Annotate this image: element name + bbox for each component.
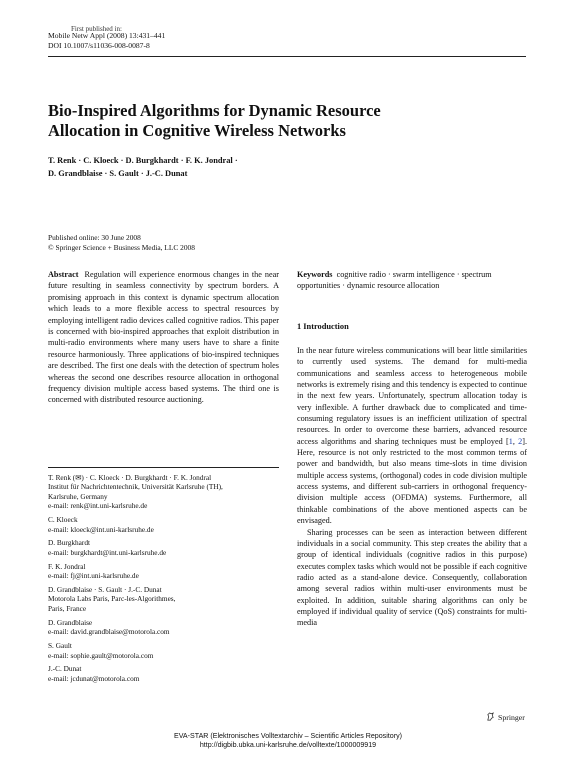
affiliation-email[interactable]: e-mail: david.grandblaise@motorola.com bbox=[48, 627, 170, 637]
abstract-label: Abstract bbox=[48, 270, 79, 279]
affiliation-entry bbox=[48, 538, 288, 557]
affiliation-email[interactable]: e-mail: burgkhardt@int.uni-karlsruhe.de bbox=[48, 547, 167, 557]
citation-link[interactable]: 2 bbox=[518, 436, 523, 446]
section-heading-introduction: 1 Introduction bbox=[297, 322, 349, 331]
keywords-label: Keywords bbox=[297, 270, 333, 279]
affiliation-line: Paris, France bbox=[48, 603, 87, 613]
abstract-text: Regulation will experience enormous changes in the near future resulting in seamless connectivity by spectrum borders. A promising approach in this context is dynamic spectrum allocation which leads to a more flexible access to spectral resources by employing intelligent radio devices called cognitive radios. This paper is concerned with bio-inspired approaches that exploit distribution in multi-radio environments where many users have to share a finite resource harmoniously. Three applications of bio-inspired techniques are described. The first one deals with the detection of spectrum holes whereas the second one describes resource allocation in orthogonal frequency division multiple access based systems. The third one is concerned with distributed resource auctioning. bbox=[48, 270, 279, 405]
abstract bbox=[48, 269, 279, 406]
affiliation-email[interactable]: e-mail: kloeck@int.uni-karlsruhe.de bbox=[48, 524, 154, 534]
affiliation-entry bbox=[48, 562, 288, 581]
paper-title bbox=[48, 101, 508, 141]
authors-line-2: D. Grandblaise · S. Gault · J.-C. Dunat bbox=[48, 168, 188, 178]
citation-link[interactable]: 1 bbox=[508, 436, 513, 446]
affiliation-line: J.-C. Dunat bbox=[48, 664, 82, 674]
affiliation-rule bbox=[48, 467, 279, 468]
repository-footer bbox=[0, 732, 576, 750]
affiliation-entry bbox=[48, 618, 288, 637]
springer-horse-icon bbox=[486, 712, 495, 723]
first-published-note: First published in: bbox=[71, 25, 122, 33]
published-online: Published online: 30 June 2008 bbox=[48, 233, 141, 242]
introduction-body bbox=[297, 345, 527, 629]
affiliation-line: T. Renk (✉) · C. Kloeck · D. Burgkhardt · F. K. Jondral bbox=[48, 473, 212, 482]
journal-citation: Mobile Netw Appl (2008) 13:431–441 bbox=[48, 31, 166, 40]
affiliation-line: D. Grandblaise · S. Gault · J.-C. Dunat bbox=[48, 585, 162, 595]
keywords bbox=[297, 269, 527, 292]
affiliation-email[interactable]: e-mail: sophie.gault@motorola.com bbox=[48, 650, 154, 660]
header-rule bbox=[48, 56, 526, 57]
footer-archive-name: EVA-STAR (Elektronisches Volltextarchiv – Scientific Articles Repository) bbox=[174, 732, 402, 740]
affiliation-line: D. Burgkhardt bbox=[48, 538, 91, 548]
publisher-name: Springer bbox=[498, 713, 525, 722]
affiliation-line: Institut für Nachrichtentechnik, Universität Karlsruhe (TH), bbox=[48, 482, 223, 492]
title-line-1: Bio-Inspired Algorithms for Dynamic Resource bbox=[48, 101, 381, 120]
intro-paragraph-1 bbox=[297, 345, 527, 527]
author-list bbox=[48, 155, 508, 180]
affiliation-entry bbox=[48, 641, 288, 660]
authors-line-1: T. Renk · C. Kloeck · D. Burgkhardt · F. K. Jondral · bbox=[48, 156, 238, 165]
affiliation-line: Motorola Labs Paris, Parc-les-Algorithmes, bbox=[48, 594, 176, 604]
citation-separator: , bbox=[512, 436, 519, 446]
affiliation-email[interactable]: e-mail: fj@int.uni-karlsruhe.de bbox=[48, 571, 139, 581]
intro-text: ]. Here, resource is not only restricted to the most common terms of power and bandwidth, but also means time-slots in time division multiple access systems, (orthogonal) codes in code division multiple access systems, and different sub-carriers in orthogonal frequency-division multiple access (OFDMA) systems. Furthermore, all thinkable combinations of the above mentioned aspects can be envisaged. bbox=[297, 436, 528, 526]
affiliation-email[interactable]: e-mail: jcdunat@motorola.com bbox=[48, 673, 140, 683]
keywords-text: cognitive radio · swarm intelligence · spectrum opportunities · dynamic resource allocation bbox=[297, 270, 492, 291]
affiliation-entry bbox=[48, 473, 288, 511]
affiliation-line: D. Grandblaise bbox=[48, 617, 93, 627]
affiliations bbox=[48, 473, 288, 688]
affiliation-entry bbox=[48, 515, 288, 534]
affiliation-line: S. Gault bbox=[48, 641, 72, 651]
affiliation-entry bbox=[48, 664, 288, 683]
affiliation-line: Karlsruhe, Germany bbox=[48, 491, 108, 501]
affiliation-line: C. Kloeck bbox=[48, 515, 78, 525]
affiliation-line: F. K. Jondral bbox=[48, 561, 86, 571]
title-line-2: Allocation in Cognitive Wireless Networks bbox=[48, 121, 346, 140]
affiliation-email[interactable]: e-mail: renk@int.uni-karlsruhe.de bbox=[48, 501, 148, 511]
springer-horse-svg bbox=[486, 712, 495, 721]
intro-text: In the near future wireless communications will bear little similarities to currently used systems. The demand for multi-media communications and seamless access to heterogeneous mobile networks is extremely rising and this tendency is expected to continue in the next few years. Unfortunately, spectrum allocation today is very inflexible. A further drawback due to complicated and time-consuming regulatory issues is an inefficient utilization of spectral resources. In order to overcome these barriers, advanced resource access algorithms and sharing techniques must be employed [ bbox=[297, 346, 527, 446]
affiliation-entry bbox=[48, 585, 288, 613]
intro-paragraph-2: Sharing processes can be seen as interaction between different individuals in a social community. This step creates the ability that a group of identical individuals (cognitive radios in this purpose) executes complex tasks which would not be possible if each cognitive radio acted as a stand-alone device. Consequently, collaboration among several radios within multi-user environments must be exploited. In addition, suitable sharing algorithms can only be employed if individual quality of service (QoS) constraints for multi-media bbox=[297, 527, 527, 628]
footer-url[interactable]: http://digbib.ubka.uni-karlsruhe.de/volltexte/1000009919 bbox=[199, 741, 377, 749]
copyright-line: © Springer Science + Business Media, LLC 2008 bbox=[48, 243, 195, 252]
doi-line: DOI 10.1007/s11036-008-0087-8 bbox=[48, 41, 150, 50]
publisher-logo bbox=[486, 712, 525, 723]
